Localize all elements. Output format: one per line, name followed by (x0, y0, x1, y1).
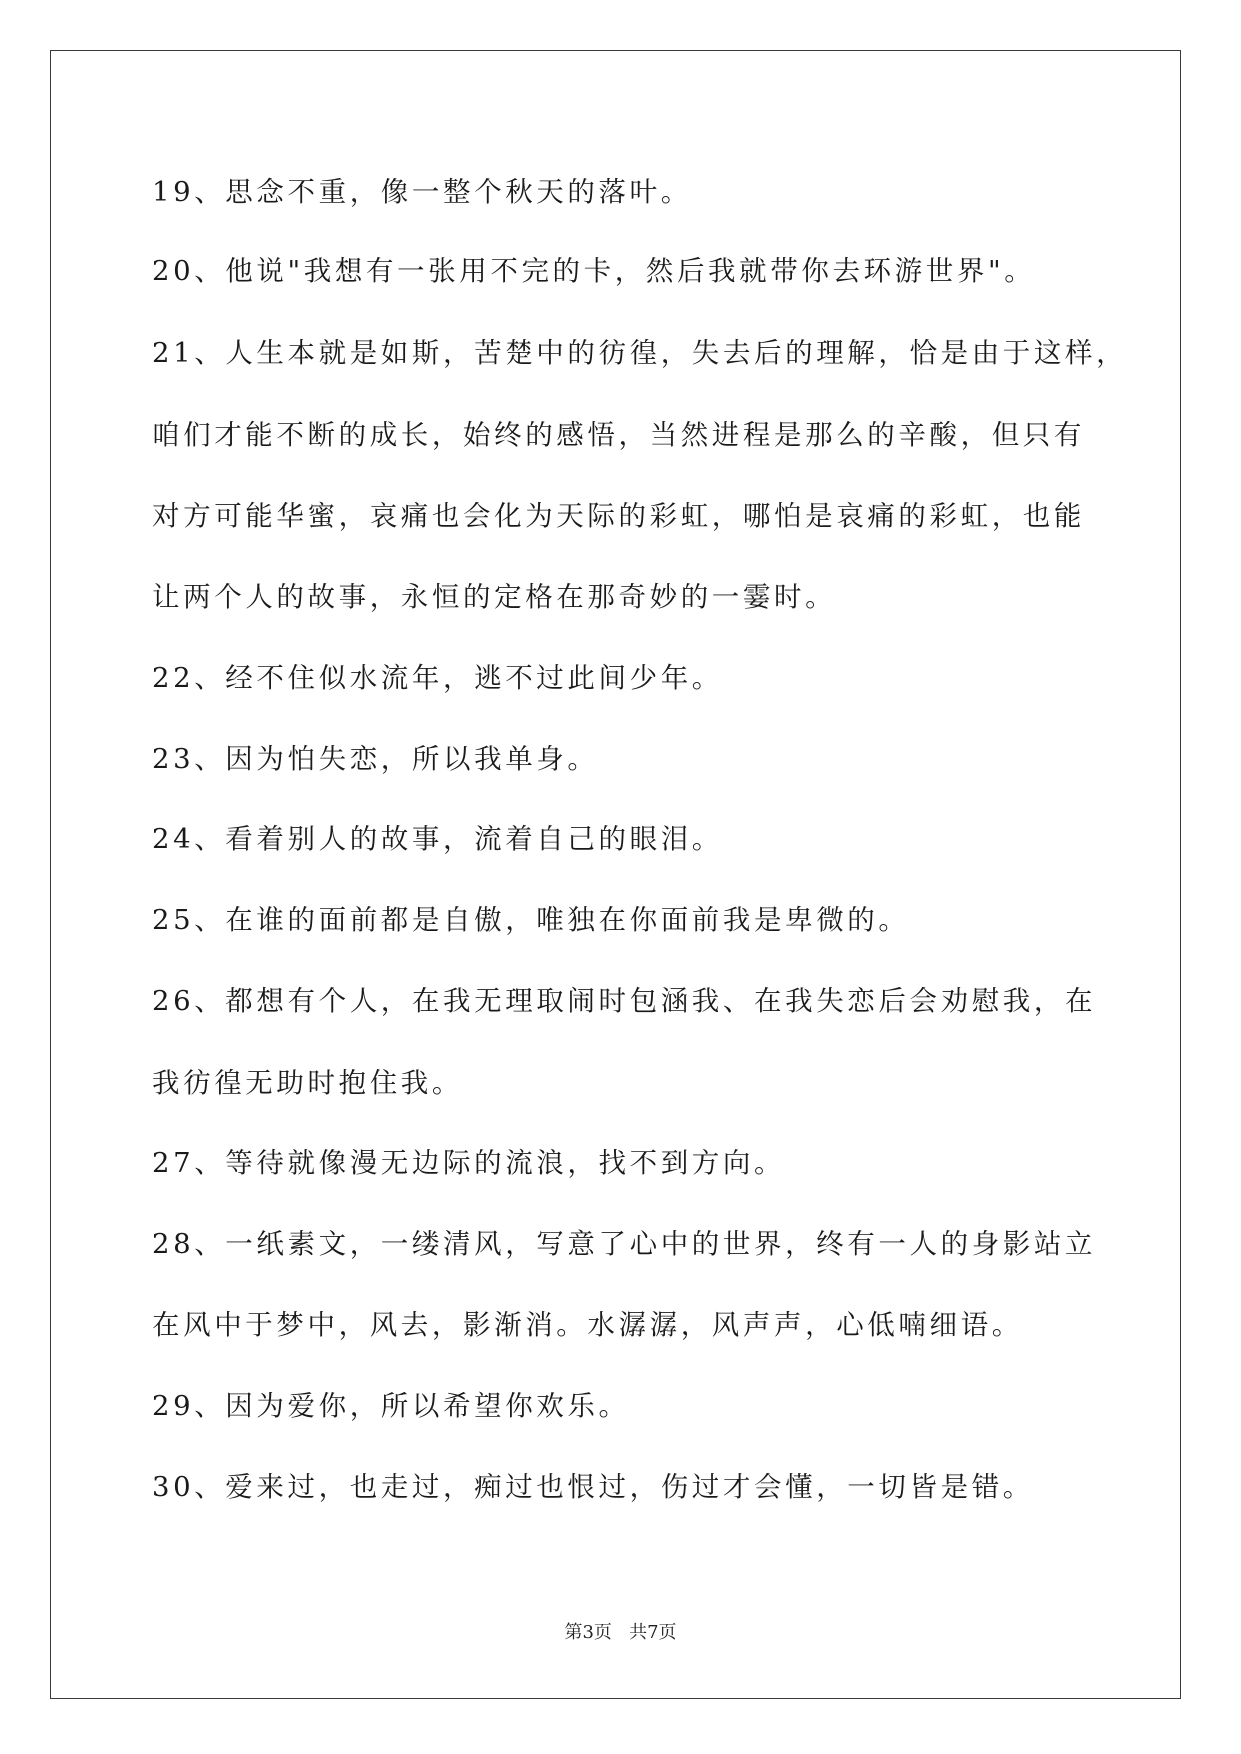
page-frame (50, 50, 1181, 1699)
text-line: 22、经不住似水流年，逃不过此间少年。 (152, 662, 723, 694)
text-line: 24、看着别人的故事，流着自己的眼泪。 (152, 823, 723, 855)
text-line: 28、一纸素文，一缕清风，写意了心中的世界，终有一人的身影站立 (152, 1228, 1097, 1260)
text-line: 在风中于梦中，风去，影渐消。水潺潺，风声声，心低喃细语。 (152, 1309, 1023, 1341)
text-line: 30、爱来过，也走过，痴过也恨过，伤过才会懂，一切皆是错。 (152, 1471, 1034, 1503)
page-total: 共7页 (629, 1622, 677, 1643)
text-line: 咱们才能不断的成长，始终的感悟，当然进程是那么的辛酸，但只有 (152, 419, 1085, 451)
text-line: 25、在谁的面前都是自傲，唯独在你面前我是卑微的。 (152, 904, 910, 936)
page-number: 第3页 (564, 1622, 612, 1643)
text-line: 19、思念不重，像一整个秋天的落叶。 (152, 176, 692, 208)
text-line: 29、因为爱你，所以希望你欢乐。 (152, 1390, 630, 1422)
text-line: 21、人生本就是如斯，苦楚中的彷徨，失去后的理解，恰是由于这样， (152, 337, 1128, 369)
text-line: 让两个人的故事，永恒的定格在那奇妙的一霎时。 (152, 581, 837, 613)
text-line: 我彷徨无助时抱住我。 (152, 1067, 463, 1099)
text-line: 对方可能华蜜，哀痛也会化为天际的彩虹，哪怕是哀痛的彩虹，也能 (152, 500, 1085, 532)
page-footer (0, 1622, 1241, 1644)
text-line: 26、都想有个人，在我无理取闹时包涵我、在我失恋后会劝慰我，在 (152, 985, 1097, 1017)
text-line: 27、等待就像漫无边际的流浪，找不到方向。 (152, 1147, 786, 1179)
text-line: 20、他说"我想有一张用不完的卡，然后我就带你去环游世界"。 (152, 255, 1036, 287)
text-line: 23、因为怕失恋，所以我单身。 (152, 743, 599, 775)
